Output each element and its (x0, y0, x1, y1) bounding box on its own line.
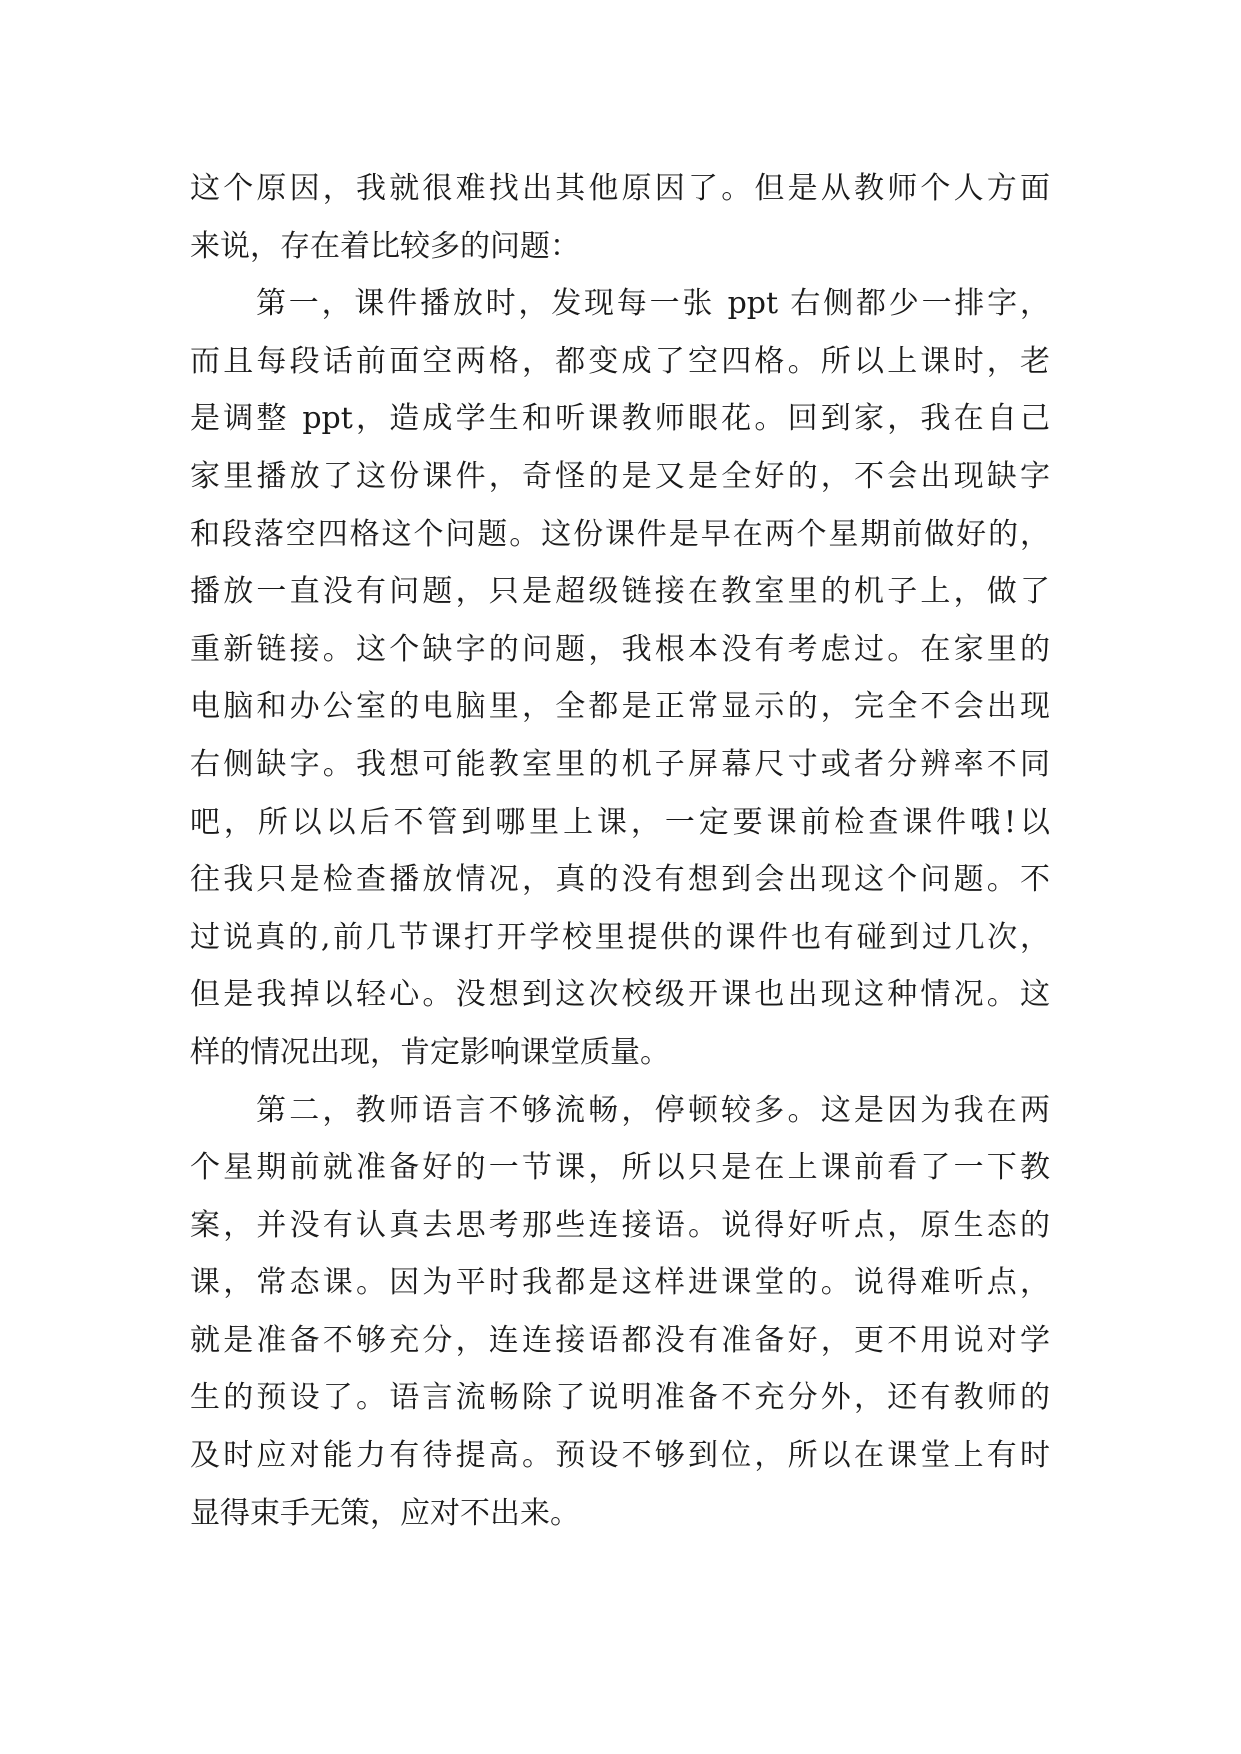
text-line: 来说，存在着比较多的问题： (190, 228, 580, 264)
text-line: 但是我掉以轻心。没想到这次校级开课也出现这种情况。这 (190, 977, 1050, 1013)
text-line: 家里播放了这份课件，奇怪的是又是全好的，不会出现缺字 (190, 458, 1050, 494)
text-line: 第二，教师语言不够流畅，停顿较多。这是因为我在两 (256, 1092, 1050, 1128)
text-line: 右侧缺字。我想可能教室里的机子屏幕尺寸或者分辨率不同 (190, 746, 1050, 782)
text-line: 就是准备不够充分，连连接语都没有准备好，更不用说对学 (190, 1322, 1050, 1358)
text-line: 播放一直没有问题，只是超级链接在教室里的机子上，做了 (190, 574, 1050, 610)
text-line: 往我只是检查播放情况，真的没有想到会出现这个问题。不 (190, 862, 1050, 898)
text-line: 个星期前就准备好的一节课，所以只是在上课前看了一下教 (190, 1150, 1050, 1186)
paragraph-2 (190, 275, 1050, 1081)
text-line: 是调整 ppt，造成学生和听课教师眼花。回到家，我在自己 (190, 401, 1050, 437)
text-line: 和段落空四格这个问题。这份课件是早在两个星期前做好的， (190, 516, 1050, 552)
text-line: 第一，课件播放时，发现每一张 ppt 右侧都少一排字， (256, 286, 1050, 322)
text-line: 吧，所以以后不管到哪里上课，一定要课前检查课件哦!以 (190, 804, 1050, 840)
text-line: 及时应对能力有待提高。预设不够到位，所以在课堂上有时 (190, 1438, 1050, 1474)
text-line: 显得束手无策，应对不出来。 (190, 1495, 580, 1531)
paragraph-1 (190, 160, 1050, 275)
text-line: 而且每段话前面空两格，都变成了空四格。所以上课时，老 (190, 343, 1050, 379)
text-line: 案，并没有认真去思考那些连接语。说得好听点，原生态的 (190, 1207, 1050, 1243)
text-line: 课，常态课。因为平时我都是这样进课堂的。说得难听点， (190, 1265, 1050, 1301)
text-line: 过说真的,前几节课打开学校里提供的课件也有碰到过几次， (190, 919, 1050, 955)
text-line: 电脑和办公室的电脑里，全都是正常显示的，完全不会出现 (190, 689, 1050, 725)
text-line: 这个原因，我就很难找出其他原因了。但是从教师个人方面 (190, 171, 1050, 206)
text-line: 生的预设了。语言流畅除了说明准备不充分外，还有教师的 (190, 1380, 1050, 1416)
paragraph-3 (190, 1082, 1050, 1543)
text-line: 重新链接。这个缺字的问题，我根本没有考虑过。在家里的 (190, 631, 1050, 667)
text-line: 样的情况出现，肯定影响课堂质量。 (190, 1034, 670, 1070)
document-body (190, 160, 1050, 1542)
